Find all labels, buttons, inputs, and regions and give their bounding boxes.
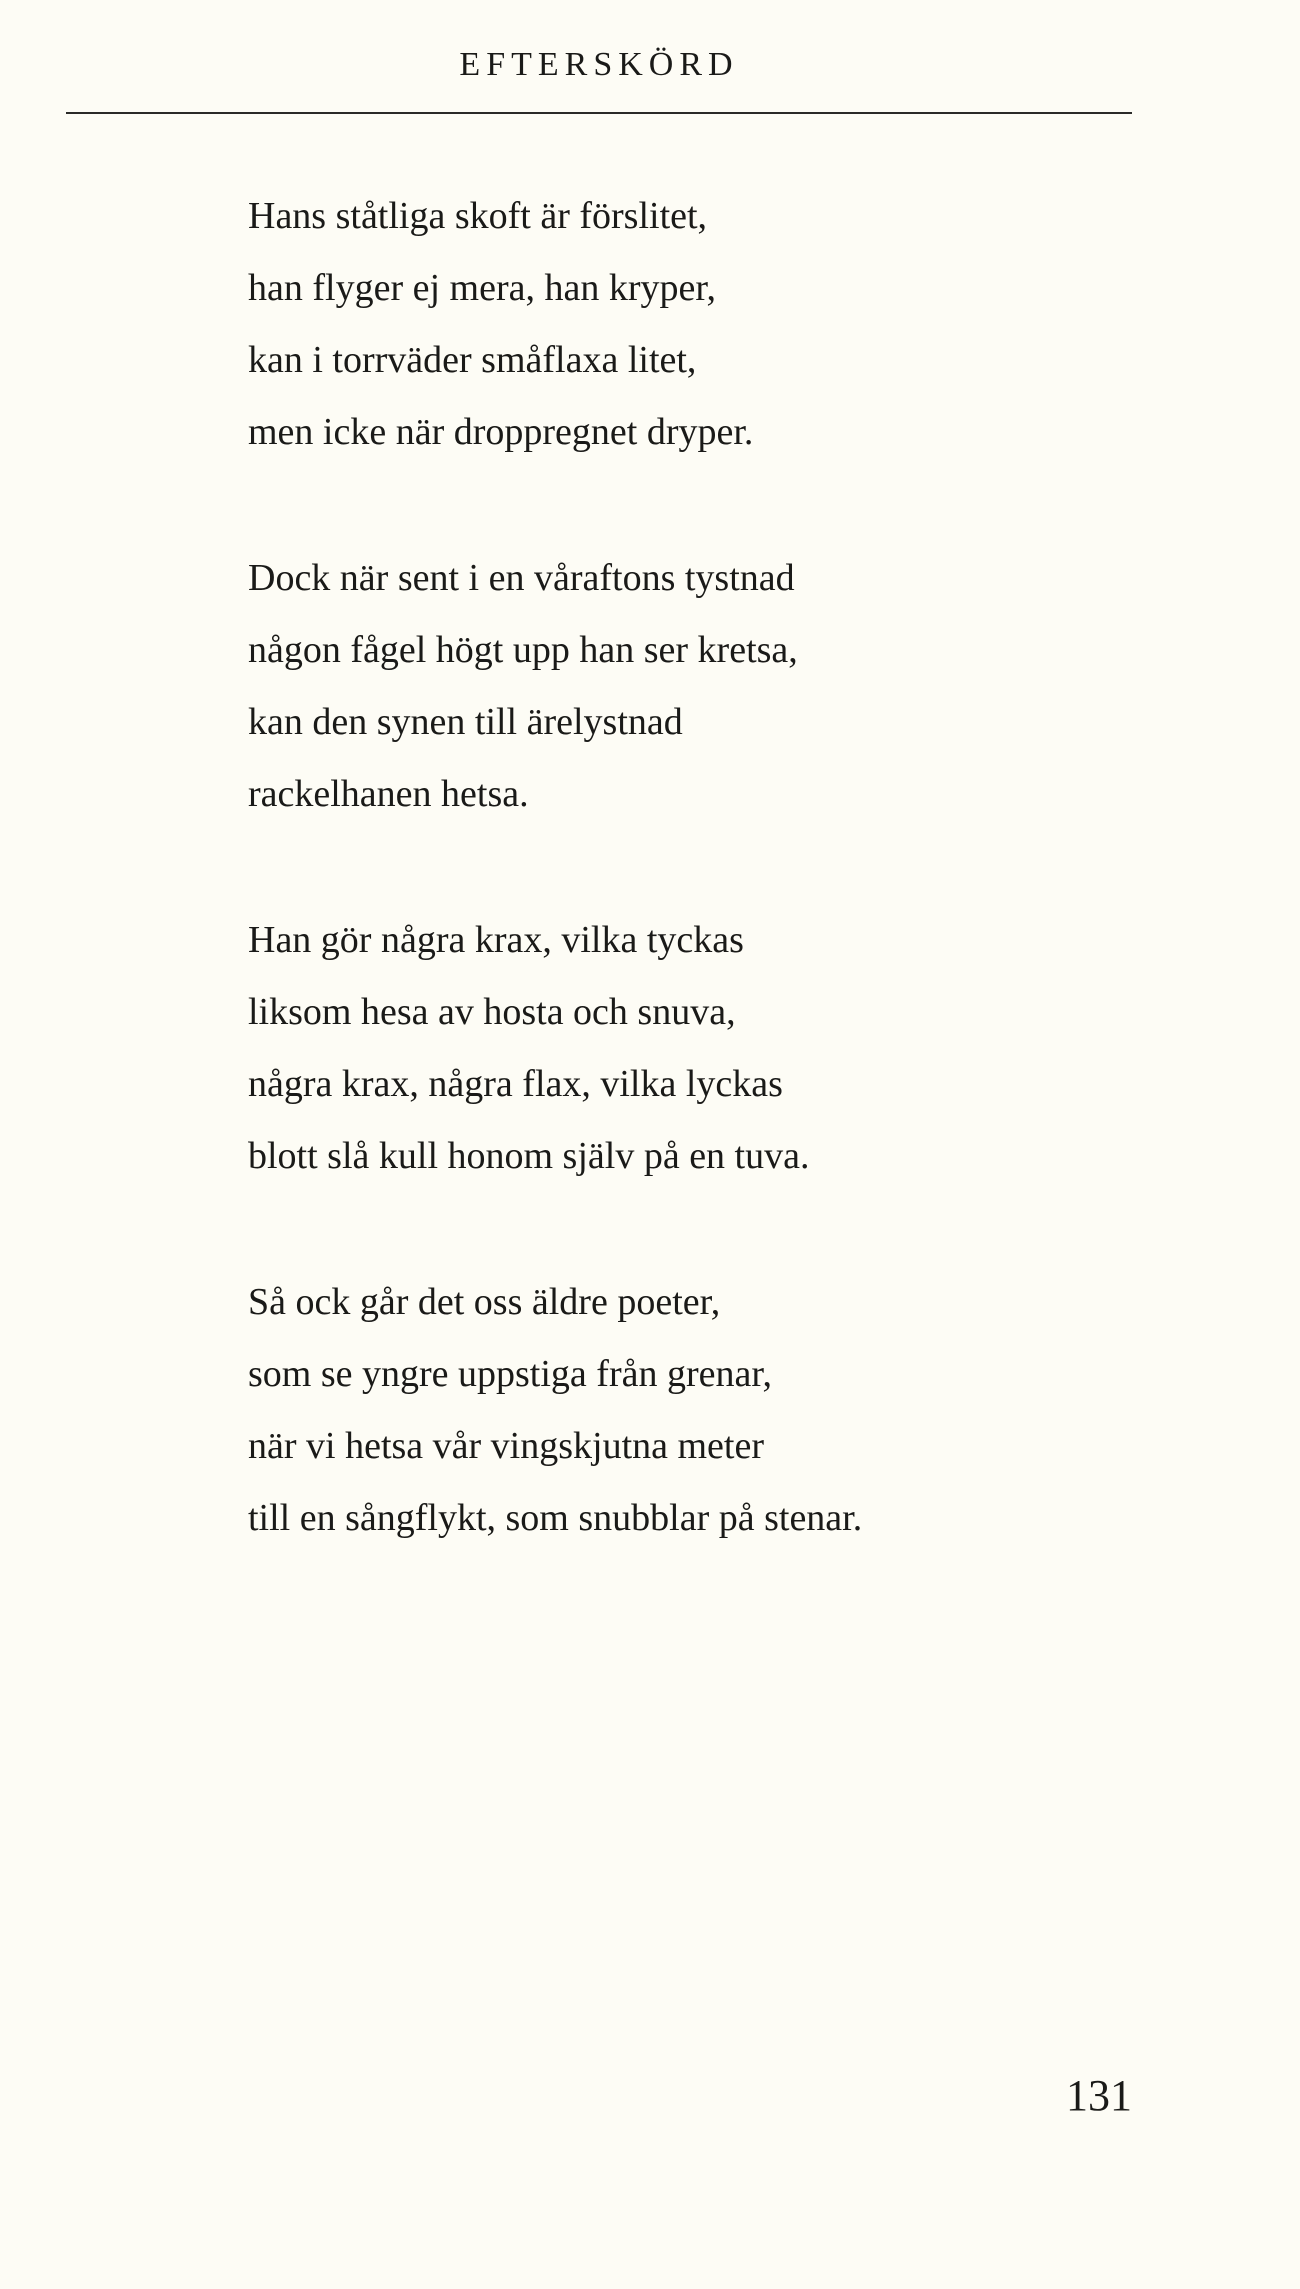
poem-line: liksom hesa av hosta och snuva, — [248, 991, 736, 1033]
stanza-1 — [248, 180, 1128, 468]
poem-line: rackelhanen hetsa. — [248, 773, 529, 815]
header-rule — [66, 112, 1132, 114]
stanza-4 — [248, 1266, 1128, 1554]
poem-line: när vi hetsa vår vingskjutna meter — [248, 1425, 765, 1467]
poem-line: blott slå kull honom själv på en tuva. — [248, 1135, 810, 1177]
poem — [248, 180, 1128, 1628]
poem-line: Han gör några krax, vilka tyckas — [248, 919, 744, 961]
poem-line: men icke när droppregnet dryper. — [248, 411, 754, 453]
poem-line: några krax, några flax, vilka lyckas — [248, 1063, 783, 1105]
poem-line: han flyger ej mera, han kryper, — [248, 267, 716, 309]
page-number: 131 — [1066, 2071, 1132, 2120]
poem-line: Dock när sent i en våraftons tystnad — [248, 557, 795, 599]
poem-line: som se yngre uppstiga från grenar, — [248, 1353, 772, 1395]
poem-line: någon fågel högt upp han ser kretsa, — [248, 629, 798, 671]
poem-line: Så ock går det oss äldre poeter, — [248, 1281, 721, 1323]
poem-line: kan i torrväder småflaxa litet, — [248, 339, 697, 381]
running-title: EFTERSKÖRD — [459, 46, 739, 83]
poem-line: till en sångflykt, som snubblar på stenar. — [248, 1497, 863, 1539]
stanza-3 — [248, 904, 1128, 1192]
poem-line: Hans ståtliga skoft är förslitet, — [248, 195, 708, 237]
stanza-2 — [248, 542, 1128, 830]
poem-line: kan den synen till ärelystnad — [248, 701, 683, 743]
